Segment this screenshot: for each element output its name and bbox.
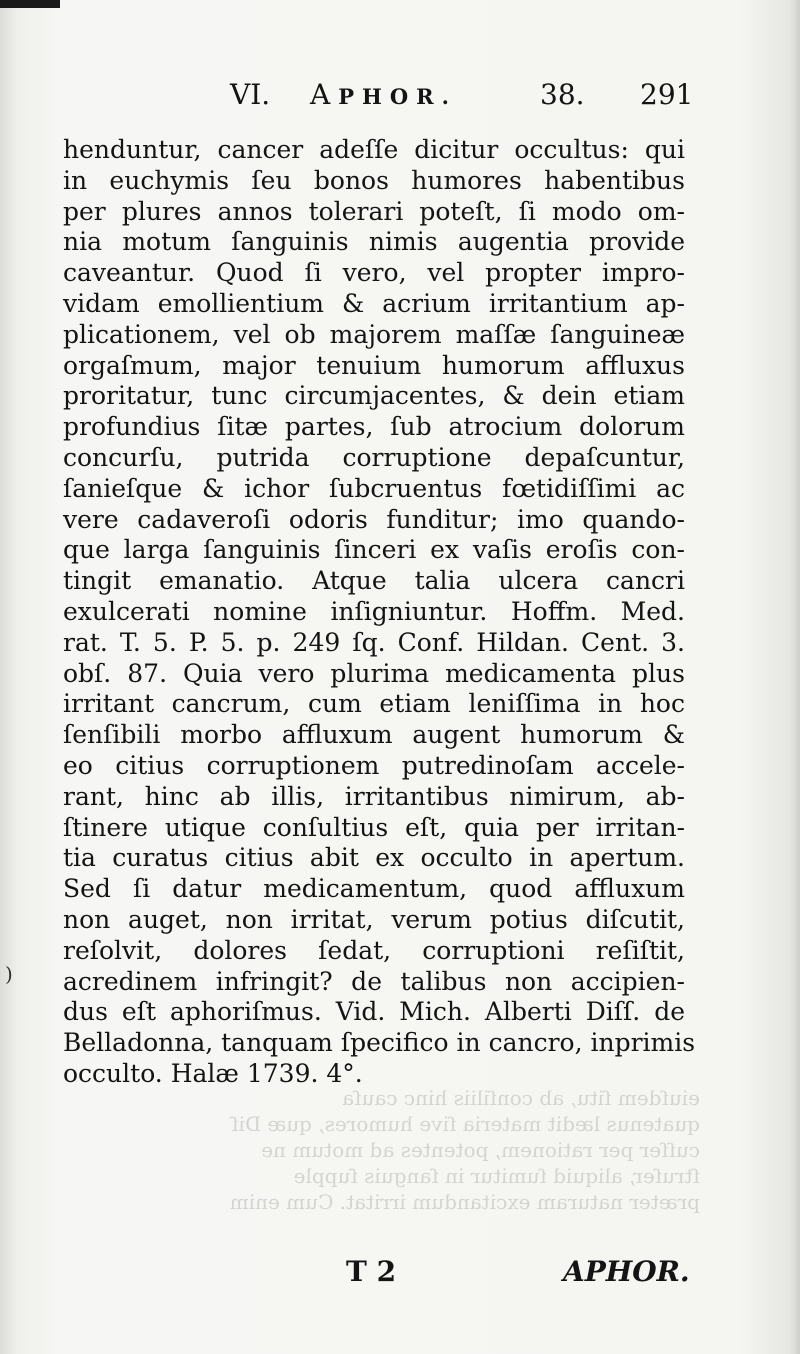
text-line: Belladonna, tanquam ſpecifico in cancro, inprimis (63, 1028, 696, 1058)
signature-mark: T 2 (346, 1255, 397, 1288)
text-line: irritant cancrum, cum etiam leniſſima in hoc (63, 689, 685, 719)
text-line: vere cadaveroſi odoris funditur; imo quando- (63, 504, 685, 534)
aphorism-label-cap: A (310, 78, 339, 111)
text-line: henduntur, cancer adeſſe dicitur occultus: qui (63, 135, 685, 164)
margin-mark: ) (5, 962, 13, 986)
text-line: nia motum ſanguinis nimis augentia provide (63, 227, 685, 257)
text-line: exulcerati nomine inſigniuntur. Hoffm. Med. (63, 596, 685, 626)
text-line: orgaſmum, major tenuium humorum affluxus (63, 350, 685, 380)
text-line: vidam emollientium & acrium irritantium ap- (63, 288, 685, 318)
chapter-number: VI. (230, 78, 271, 111)
text-line: dus eſt aphoriſmus. Vid. Mich. Alberti Diſſ. de (63, 997, 685, 1027)
text-line: tia curatus citius abit ex occulto in apertum. (63, 843, 685, 873)
text-line: per plures annos tolerari poteſt, ſi modo om- (63, 196, 685, 226)
text-line: acredinem infringit? de talibus non accipien- (63, 966, 685, 996)
text-line: caveantur. Quod ſi vero, vel propter impro- (63, 258, 685, 288)
text-line: occulto. Halæ 1739. 4°. (63, 1058, 363, 1088)
text-line: plicationem, vel ob majorem maſſæ ſanguineæ (63, 319, 685, 349)
aphorism-label (310, 78, 457, 111)
text-line: rat. T. 5. P. 5. p. 249 ſq. Conf. Hildan. Cent. 3. (63, 627, 685, 657)
aphorism-label-rest: PHOR. (338, 84, 457, 109)
text-line: non auget, non irritat, verum potius diſcutit, (63, 904, 685, 934)
text-line: concurſu, putrida corruptione depaſcuntur, (63, 442, 685, 472)
text-line: profundius ſitæ partes, ſub atrocium dolorum (63, 412, 685, 442)
text-line: reſolvit, dolores ſedat, corruptioni reſiſtit, (63, 935, 685, 965)
aphorism-number: 38. (540, 78, 585, 111)
text-line: obſ. 87. Quia vero plurima medicamenta plus (63, 658, 685, 688)
text-line: que larga ſanguinis ſinceri ex vaſis eroſis con- (63, 535, 685, 565)
page-corner-shadow (0, 0, 60, 8)
page-number: 291 (640, 78, 694, 111)
body-text (63, 135, 696, 1090)
catchword: APHOR. (563, 1255, 690, 1288)
text-line: ſenſibili morbo affluxum augent humorum & (63, 720, 685, 750)
show-through-text: eiuſdem ſitu, ab conſiliis hinc cauſa quatenus lædit materia ſive humores, quæ Diſ cuſſer per rationem, potentes ad motum ne ſtruſer, aliquid ſumitur in ſanguis ſupple præter naturam excitandum irritat. Cum enim (229, 1086, 700, 1214)
text-line: rant, hinc ab illis, irritantibus nimirum, ab- (63, 781, 685, 811)
text-line: ſanieſque & ichor ſubcruentus fœtidiſſimi ac (63, 473, 685, 503)
text-line: tingit emanatio. Atque talia ulcera cancri (63, 566, 685, 596)
text-line: Sed ſi datur medicamentum, quod affluxum (63, 874, 685, 904)
text-line: proritatur, tunc circumjacentes, & dein etiam (63, 381, 685, 411)
text-line: in euchymis ſeu bonos humores habentibus (63, 165, 685, 195)
running-head (64, 78, 694, 118)
text-line: ſtinere utique conſultius eſt, quia per irritan- (63, 812, 685, 842)
text-line: eo citius corruptionem putredinoſam accele- (63, 750, 685, 780)
